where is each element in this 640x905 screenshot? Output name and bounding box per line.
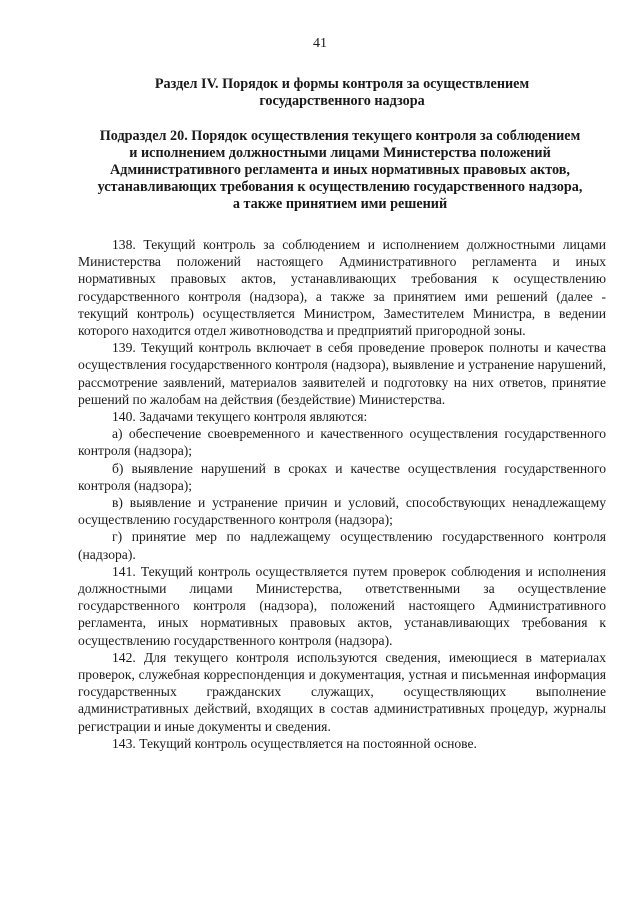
subsection-title-line: Подраздел 20. Порядок осуществления текущего контроля за соблюдением [99, 128, 581, 144]
subsection-title-line: устанавливающих требования к осуществлению государственного надзора, [97, 179, 583, 195]
paragraph-143: 143. Текущий контроль осуществляется на постоянной основе. [112, 735, 477, 751]
list-item-a: а) обеспечение своевременного и качественного осуществления государственного контроля (надзора); [78, 426, 606, 459]
paragraph-139: 139. Текущий контроль включает в себя проведение проверок полноты и качества осуществления государственного контроля (надзора), выявление и устранение нарушений, рассмотрение заявлений, материалов заявителей и подготовку на них ответов, принятие решений по жалобам на действия (бездействие) Министерства. [78, 340, 606, 407]
document-body [78, 236, 606, 752]
page-number: 41 [313, 36, 327, 51]
list-item-b: б) выявление нарушений в сроках и качестве осуществления государственного контроля (надзора); [78, 460, 606, 493]
paragraph-138: 138. Текущий контроль за соблюдением и исполнением должностными лицами Министерства положений настоящего Административного регламента и иных нормативных правовых актов, устанавливающих требования к осуществлению государственного контроля (надзора), а также за принятием ими решений (далее - текущий контроль) осуществляется Министром, Заместителем Министра, в ведении которого находится отдел животноводства и предприятий пригородной зоны. [78, 237, 606, 339]
subsection-title-line: а также принятием ими решений [232, 196, 448, 212]
subsection-title [70, 128, 610, 213]
list-item-c: в) выявление и устранение причин и условий, способствующих ненадлежащему осуществлению государственного контроля (надзора); [78, 495, 606, 528]
section-title-line: государственного надзора [259, 93, 425, 109]
paragraph-141: 141. Текущий контроль осуществляется путем проверок соблюдения и исполнения должностными лицами Министерства, ответственными за осуществление государственного контроля (надзора), положений настоящего Административного регламента, иных нормативных правовых актов, устанавливающих требования к осуществлению государственного контроля (надзора). [78, 563, 606, 648]
paragraph-142: 142. Для текущего контроля используются сведения, имеющиеся в материалах проверок, служебная корреспонденция и документация, устная и письменная информация государственных гражданских служащих, осуществляющих выполнение административных действий, входящих в состав административных процедур, журналы регистрации и иные документы и сведения. [78, 649, 606, 734]
section-title [78, 76, 606, 110]
paragraph-140: 140. Задачами текущего контроля являются: [112, 409, 368, 425]
subsection-title-line: и исполнением должностными лицами Министерства положений [129, 145, 551, 161]
subsection-title-line: Административного регламента и иных нормативных правовых актов, [110, 162, 570, 178]
section-title-line: Раздел IV. Порядок и формы контроля за осуществлением [154, 76, 530, 92]
list-item-d: г) принятие мер по надлежащему осуществлению государственного контроля (надзора). [78, 529, 606, 562]
